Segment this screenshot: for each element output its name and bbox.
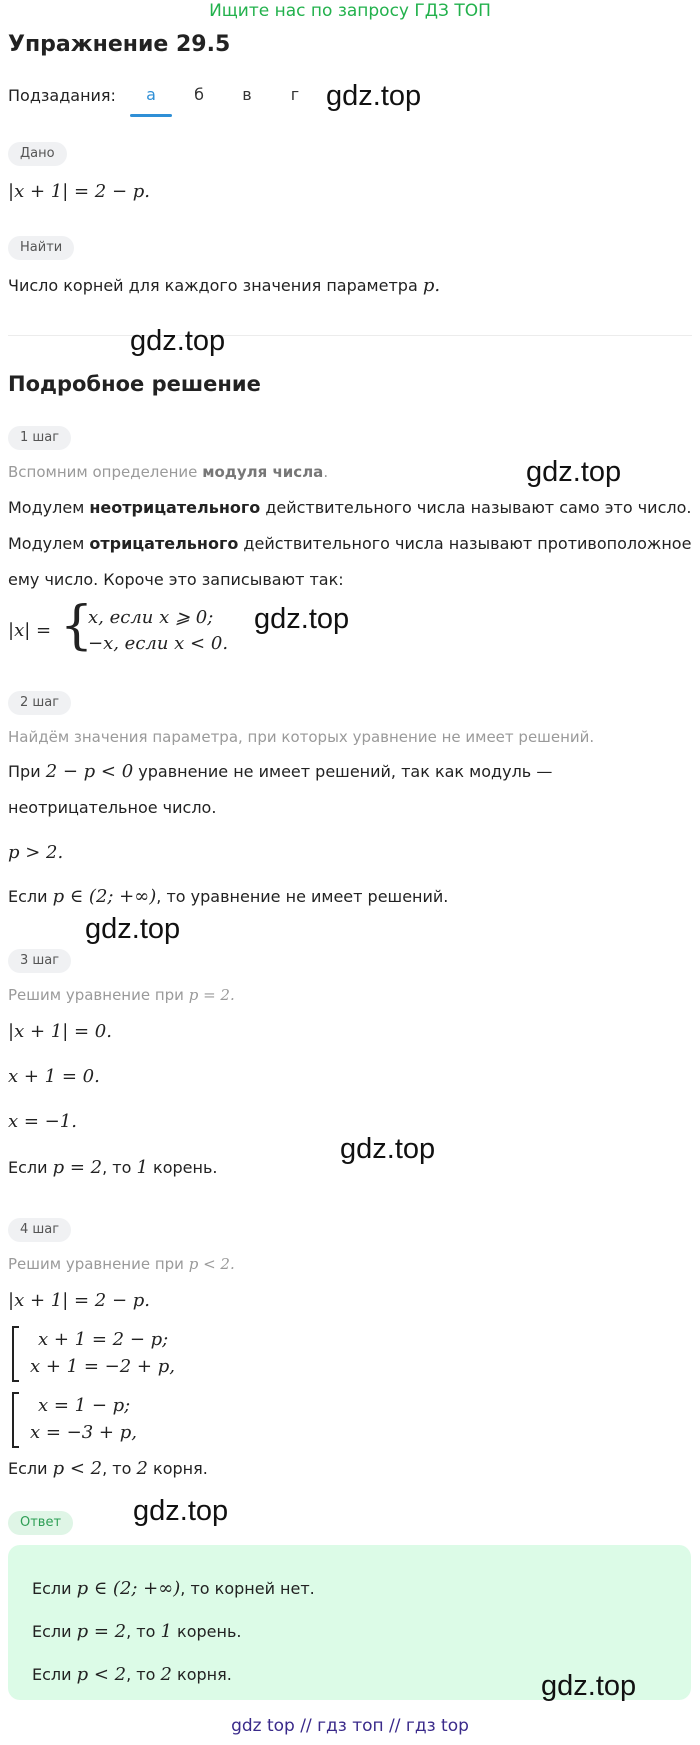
step-3-eq-1: |x + 1| = 0.: [8, 1021, 112, 1042]
math: 1: [160, 1621, 172, 1642]
text: Если: [32, 1665, 72, 1684]
solution-title: Подробное решение: [8, 372, 261, 396]
text: уравнение не имеет решений, так как модуль —: [138, 762, 553, 781]
step-4-eq-1: |x + 1| = 2 − p.: [8, 1290, 151, 1311]
text: корень.: [177, 1622, 242, 1641]
math: p ∈ (2; +∞): [52, 886, 157, 907]
watermark: gdz.top: [526, 456, 622, 488]
step-1-para-2: [8, 533, 691, 555]
text: , то: [102, 1158, 132, 1177]
text: Если: [8, 1459, 48, 1478]
watermark: gdz.top: [133, 1495, 229, 1527]
tab-b[interactable]: б: [194, 85, 204, 104]
step-4-badge: 4 шаг: [8, 1218, 71, 1242]
text: При: [8, 762, 41, 781]
text: действительного числа называют противоположное: [243, 534, 692, 553]
step-4-hint: [8, 1253, 235, 1275]
step-4-badge-wrap: [8, 1218, 71, 1242]
case-2: −x, если x < 0.: [88, 633, 229, 654]
step-3-hint: [8, 984, 235, 1006]
text: , то: [102, 1459, 132, 1478]
bracket-1-bottom: [12, 1380, 19, 1382]
step-2-ineq: p > 2.: [8, 842, 64, 863]
system-1-a: x + 1 = 2 − p;: [38, 1329, 169, 1350]
hint-bold: модуля числа: [202, 463, 324, 481]
bracket-2-top: [12, 1392, 19, 1394]
step-2-badge: 2 шаг: [8, 691, 71, 715]
hint-text: Решим уравнение при: [8, 1255, 184, 1273]
promo-banner[interactable]: Ищите нас по запросу ГДЗ ТОП: [209, 1, 491, 21]
watermark: gdz.top: [541, 1670, 637, 1702]
text: , то: [126, 1665, 156, 1684]
hint-math: p = 2.: [188, 986, 235, 1004]
text: , то уравнение не имеет решений.: [156, 887, 449, 906]
hint-text: Вспомним определение: [8, 463, 198, 481]
text: корня.: [177, 1665, 232, 1684]
divider: [8, 335, 692, 336]
subtasks-label: Подзадания:: [8, 86, 116, 105]
step-2-line-1: [8, 761, 552, 783]
active-tab-indicator: [130, 114, 172, 117]
watermark: gdz.top: [326, 80, 422, 112]
math: p = 2: [76, 1621, 127, 1642]
text: Если: [32, 1579, 72, 1598]
left-brace: {: [60, 596, 94, 656]
text: , то: [126, 1622, 156, 1641]
math: p < 2: [52, 1458, 103, 1479]
bracket-2: [12, 1392, 14, 1448]
bold-text: неотрицательного: [89, 498, 261, 517]
answer-line-1: [32, 1578, 315, 1600]
text: корня.: [153, 1459, 208, 1478]
tab-g[interactable]: г: [290, 85, 300, 104]
tab-v[interactable]: в: [242, 85, 252, 104]
step-3-eq-2: x + 1 = 0.: [8, 1066, 100, 1087]
answer-badge: Ответ: [8, 1511, 73, 1535]
modulus-lhs: |x| =: [8, 620, 52, 641]
text: Если: [8, 887, 48, 906]
text: Модулем: [8, 498, 85, 517]
bracket-2-bottom: [12, 1446, 19, 1448]
bold-text: отрицательного: [89, 534, 239, 553]
bracket-1: [12, 1326, 14, 1382]
hint-text: .: [323, 463, 329, 481]
math: 1: [136, 1157, 148, 1178]
given-formula: |x + 1| = 2 − p.: [8, 181, 151, 202]
given-badge-wrap: [8, 142, 67, 166]
step-2-line-2: неотрицательное число.: [8, 798, 217, 817]
step-4-conclusion: [8, 1458, 208, 1480]
math: p ∈ (2; +∞): [76, 1578, 181, 1599]
text: , то корней нет.: [180, 1579, 315, 1598]
text: корень.: [153, 1158, 218, 1177]
bracket-1-top: [12, 1326, 19, 1328]
answer-badge-wrap: [8, 1511, 73, 1535]
system-2-b: x = −3 + p,: [30, 1422, 137, 1443]
page-title: Упражнение 29.5: [8, 32, 231, 57]
footer-links[interactable]: gdz top // гдз топ // гдз top: [231, 1716, 469, 1736]
step-1-badge: 1 шаг: [8, 426, 71, 450]
step-1-hint: [8, 461, 328, 483]
step-3-badge-wrap: [8, 949, 71, 973]
answer-line-2: [32, 1621, 241, 1643]
step-2-line-4: [8, 886, 448, 908]
math: p = 2: [52, 1157, 103, 1178]
system-1-b: x + 1 = −2 + p,: [30, 1356, 175, 1377]
text: Модулем: [8, 534, 85, 553]
text: Если: [8, 1158, 48, 1177]
step-1-para-1: [8, 497, 691, 519]
hint-math: p < 2.: [188, 1255, 235, 1273]
case-1: x, если x ⩾ 0;: [88, 607, 214, 628]
step-2-badge-wrap: [8, 691, 71, 715]
find-var: p.: [422, 275, 441, 296]
step-3-badge: 3 шаг: [8, 949, 71, 973]
step-1-para-3: ему число. Короче это записывают так:: [8, 570, 344, 589]
hint-text: Решим уравнение при: [8, 986, 184, 1004]
step-3-conclusion: [8, 1157, 217, 1179]
find-text: [8, 275, 440, 297]
watermark: gdz.top: [85, 913, 181, 945]
find-badge: Найти: [8, 236, 74, 260]
watermark: gdz.top: [254, 603, 350, 635]
math: 2: [136, 1458, 148, 1479]
watermark: gdz.top: [130, 325, 226, 357]
math: 2 − p < 0: [45, 761, 134, 782]
find-badge-wrap: [8, 236, 74, 260]
math: 2: [160, 1664, 172, 1685]
step-2-hint: Найдём значения параметра, при которых уравнение не имеет решений.: [8, 728, 595, 746]
tab-a[interactable]: а: [146, 85, 156, 104]
given-badge: Дано: [8, 142, 67, 166]
math: p < 2: [76, 1664, 127, 1685]
text: Если: [32, 1622, 72, 1641]
text: действительного числа называют само это число.: [265, 498, 692, 517]
step-1-badge-wrap: [8, 426, 71, 450]
watermark: gdz.top: [340, 1133, 436, 1165]
system-2-a: x = 1 − p;: [38, 1395, 131, 1416]
answer-line-3: [32, 1664, 232, 1686]
step-3-eq-3: x = −1.: [8, 1111, 77, 1132]
find-text-label: Число корней для каждого значения параметра: [8, 276, 418, 295]
